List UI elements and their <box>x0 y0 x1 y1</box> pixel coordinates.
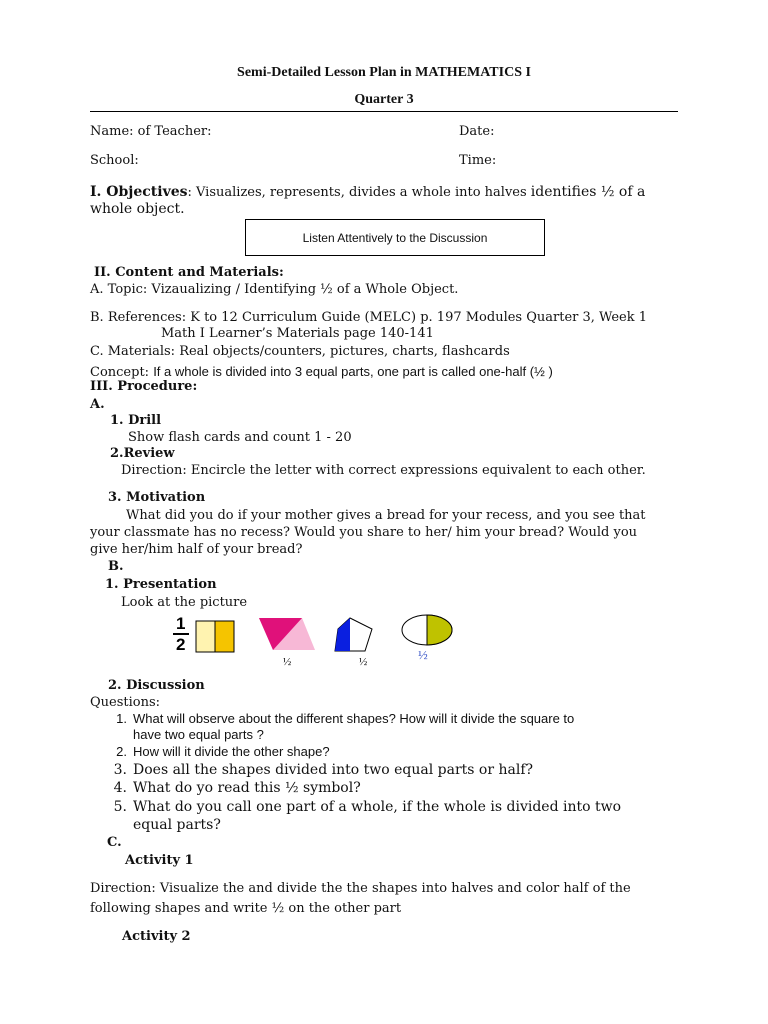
activity1-text-1: Direction: Visualize the and divide the the shapes into halves and color half of the <box>90 881 631 896</box>
activity1-text-2: following shapes and write ½ on the other part <box>90 901 402 916</box>
question-number: 1. <box>116 711 127 726</box>
section-a: A. <box>90 397 105 412</box>
section-b: B. <box>108 559 124 574</box>
review-title: 2.Review <box>110 446 175 461</box>
header-rule <box>90 111 678 112</box>
question-text: Does all the shapes divided into two equal parts or half? <box>133 762 534 778</box>
fraction-denominator: 2 <box>176 635 186 654</box>
objectives-line <box>90 181 645 200</box>
references-line-1: B. References: K to 12 Curriculum Guide (MELC) p. 197 Modules Quarter 3, Week 1 <box>90 310 647 325</box>
triangle-half-label: ½ <box>283 656 292 668</box>
concept-line <box>90 361 553 380</box>
activity1-title: Activity 1 <box>125 853 194 868</box>
question-number: 3. <box>113 762 127 778</box>
procedure-heading: III. Procedure: <box>90 379 198 394</box>
content-heading: II. Content and Materials: <box>94 265 284 280</box>
motivation-title: 3. Motivation <box>108 490 206 505</box>
question-row-1 <box>107 711 574 726</box>
question-number: 2. <box>116 744 127 759</box>
questions-label: Questions: <box>90 695 161 710</box>
question-text: equal parts? <box>133 817 221 833</box>
fraction-numerator: 1 <box>176 614 186 633</box>
question-number: 5. <box>113 799 127 815</box>
drill-title: 1. Drill <box>110 413 162 428</box>
concept-label: Concept: <box>90 365 154 380</box>
time-label: Time: <box>459 153 497 168</box>
question-text: What will observe about the different shapes? How will it divide the square to <box>133 711 575 726</box>
circle-colored-half <box>427 615 452 645</box>
halves-figure <box>170 612 470 672</box>
objectives-heading: I. Objectives <box>90 184 188 200</box>
date-label: Date: <box>459 124 495 139</box>
objectives-text-a: : Visualizes, represents, divides a whole into halves <box>187 185 531 200</box>
document-title: Semi-Detailed Lesson Plan in MATHEMATICS I <box>237 65 531 80</box>
question-row-3 <box>107 762 533 778</box>
presentation-text: Look at the picture <box>121 595 248 610</box>
circle-half-label: ½ <box>418 647 428 662</box>
materials-line: C. Materials: Real objects/counters, pictures, charts, flashcards <box>90 344 510 359</box>
question-number: 4. <box>113 780 127 796</box>
presentation-title: 1. Presentation <box>105 577 217 592</box>
question-row-5 <box>107 799 621 815</box>
question-row-5b <box>107 817 221 833</box>
discussion-title: 2. Discussion <box>108 678 205 693</box>
question-row-4 <box>107 780 361 796</box>
listen-box <box>245 219 545 256</box>
concept-text: If a whole is divided into 3 equal parts, one part is called one-half (½ ) <box>153 364 553 379</box>
topic-line: A. Topic: Vizaualizing / Identifying ½ of a Whole Object. <box>90 282 459 297</box>
question-row-2 <box>107 744 330 759</box>
drill-text: Show flash cards and count 1 - 20 <box>128 430 352 445</box>
question-text: What do yo read this ½ symbol? <box>133 780 361 796</box>
references-line-2: Math I Learner’s Materials page 140-141 <box>161 326 434 341</box>
review-text: Direction: Encircle the letter with correct expressions equivalent to each other. <box>121 463 646 478</box>
section-c: C. <box>107 835 122 850</box>
motivation-line-2: your classmate has no recess? Would you share to her/ him your bread? Would you <box>90 525 638 540</box>
motivation-line-3: give her/him half of your bread? <box>90 542 303 557</box>
question-text: What do you call one part of a whole, if the whole is divided into two <box>133 799 622 815</box>
teacher-name-label: Name: of Teacher: <box>90 124 212 139</box>
objectives-text-b: identifies ½ of a <box>530 184 646 200</box>
document-quarter: Quarter 3 <box>354 92 414 107</box>
pentagon-colored-half <box>335 618 350 651</box>
square-left-half <box>196 621 215 652</box>
question-text: How will it divide the other shape? <box>133 744 330 759</box>
objectives-text-c: whole object. <box>90 201 185 217</box>
listen-box-text: Listen Attentively to the Discussion <box>302 230 488 245</box>
motivation-line-1: What did you do if your mother gives a bread for your recess, and you see that <box>126 508 646 523</box>
question-row-1b <box>107 727 264 742</box>
question-text: have two equal parts ? <box>133 727 264 742</box>
activity2-title: Activity 2 <box>122 929 191 944</box>
pentagon-half-label: ½ <box>359 656 368 668</box>
square-right-half <box>215 621 234 652</box>
school-label: School: <box>90 153 139 168</box>
